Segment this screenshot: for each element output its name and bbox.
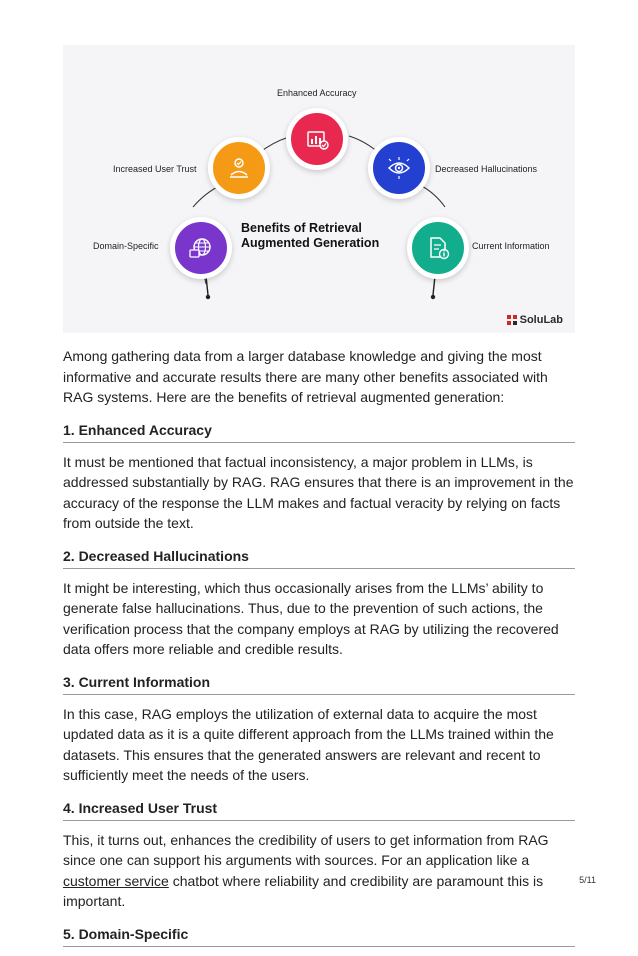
article-body [63, 346, 575, 956]
decreased-hallucinations-node [368, 137, 430, 199]
section-heading-current-information: 3. Current Information [63, 674, 575, 695]
section-body-enhanced-accuracy: It must be mentioned that factual inconsistency, a major problem in LLMs, is addressed substantially by RAG. RAG ensures that there is an improvement in the accuracy of the response the LLM makes and factual veracity by relying on facts from outside the text. [63, 453, 574, 531]
increased-user-trust-label: Increased User Trust [113, 164, 197, 174]
enhanced-accuracy-node [286, 108, 348, 170]
figure-title: Benefits of Retrieval Augmented Generation [241, 221, 380, 250]
domain-specific-node [170, 217, 232, 279]
body-text-before-link: This, it turns out, enhances the credibility of users to get information from RAG since one can support his arguments with sources. For an application like a [63, 831, 549, 868]
decreased-hallucinations-label: Decreased Hallucinations [435, 164, 538, 174]
solulab-logo [507, 314, 563, 326]
trusted-user-icon [226, 155, 252, 181]
section-heading-decreased-hallucinations: 2. Decreased Hallucinations [63, 548, 575, 569]
section-body-current-information: In this case, RAG employs the utilization of external data to acquire the most updated data as it is a quite different approach from the LLMs trained within the datasets. This ensures that the generated answers are relevant and recent to sufficiently meet the needs of the users. [63, 705, 554, 783]
solulab-mark-icon [507, 315, 517, 325]
benefits-infographic [63, 45, 575, 333]
section-heading-increased-user-trust: 4. Increased User Trust [63, 800, 575, 821]
brand-name: SoluLab [519, 314, 563, 326]
body-text-after-link: chatbot where reliability and credibility are paramount this is important. [63, 872, 544, 909]
section-body-decreased-hallucinations: It might be interesting, which thus occasionally arises from the LLMs’ ability to generate false hallucinations. Thus, due to the prevention of such actions, the verification process that the company employs at RAG by utilizing the recovered data offers more reliable and credible results. [63, 579, 559, 657]
current-information-label: Current Information [472, 241, 550, 251]
eye-target-icon [386, 155, 412, 181]
document-info-icon [425, 235, 451, 261]
increased-user-trust-node [208, 137, 270, 199]
enhanced-accuracy-label: Enhanced Accuracy [277, 88, 357, 98]
globe-domain-icon [188, 235, 214, 261]
domain-specific-label: Domain-Specific [93, 241, 159, 251]
section-heading-enhanced-accuracy: 1. Enhanced Accuracy [63, 422, 575, 443]
intro-paragraph: Among gathering data from a larger database knowledge and giving the most informative and accurate results there are many other benefits associated with RAG systems. Here are the benefits of retrieval augmented generation: [63, 348, 548, 405]
current-information-node [407, 217, 469, 279]
customer-service-link[interactable]: customer service [63, 872, 169, 889]
bar-chart-icon [304, 126, 330, 152]
section-body-increased-user-trust [63, 830, 575, 912]
section-heading-domain-specific: 5. Domain-Specific [63, 926, 575, 947]
page-number: 5/11 [579, 875, 596, 885]
